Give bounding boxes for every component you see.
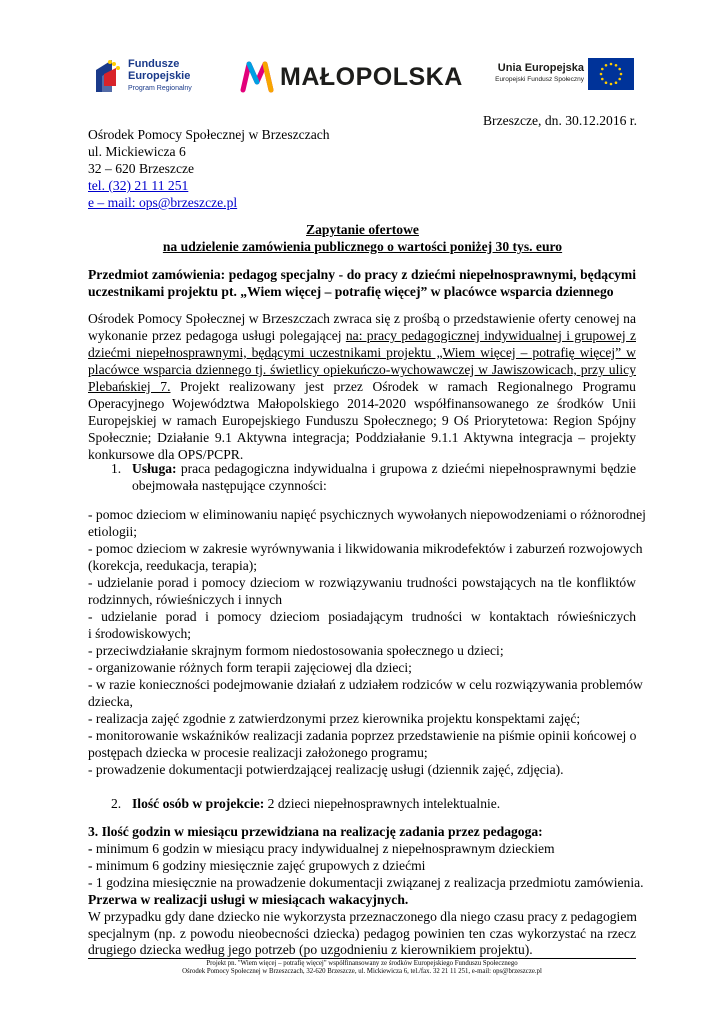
task-9-line1: - monitorowanie wskaźników realizacji zadania poprzez przedstawienie na piśmie opinii końcowej o [88,728,637,743]
intro-line7: Europejskiej w ramach Europejskiego Funduszu Społecznego; 9 Oś Priorytetowa: Region Spójny [88,413,636,428]
fundusze-europejskie-emblem-icon [92,56,122,96]
intro-line5 [88,378,636,395]
fe-line2: Europejskie [128,70,191,82]
unia-europejska-logo [474,58,634,98]
subject-line1: Przedmiot zamówienia: pedagog specjalny - do pracy z dziećmi niepełnosprawnymi, będącymi [88,267,636,282]
intro-line2-underlined: na: pracy pedagogicznej indywidualnej i grupowej z [345,328,636,343]
task-2-line1: - pomoc dzieciom w zakresie wyrównywania i likwidowania mikrodefektów i zaburzeń rozwojowych [88,541,643,556]
section1-line2: obejmowała następujące czynności: [132,478,327,493]
task-1-line1: - pomoc dzieciom w eliminowaniu napięć psychicznych wywołanych niepowodzeniami o różnorodnej [88,507,646,522]
task-2-line2: (korekcja, reedukacja, terapia); [88,558,258,573]
ue-text [474,62,584,83]
title-line2: na udzielenie zamówienia publicznego o wartości poniżej 30 tys. euro [162,239,563,254]
footer-line2: Ośrodek Pomocy Społecznej w Brzeszczach, 32-620 Brzeszcze, ul. Mickiewicza 6, tel./fax. 32 21 11 251, e-mail: ops@brzeszcze.pl [182,968,542,975]
footer-divider [88,958,636,959]
intro-line5-underlined: Plebańskiej 7. [88,379,171,394]
section3-item1-text: minimum 6 godzin w miesiącu pracy indywidualnej z niepełnosprawnym dzieckiem [92,841,555,856]
fundusze-europejskie-logo [92,56,222,98]
task-1-line2: etiologii; [88,524,138,539]
section3-heading: 3. Ilość godzin w miesiącu przewidziana na realizację zadania przez pedagoga: [88,824,543,839]
task-6: - organizowanie różnych form terapii zajęciowej dla dzieci; [88,660,412,675]
section2-text: 2 dzieci niepełnosprawnych intelektualnie. [264,796,501,811]
task-3-line1: - udzielanie porad i pomocy dzieciom w rozwiązywaniu trudności powstających na tle konfliktów [88,575,636,590]
task-4-line1: - udzielanie porad i pomocy dzieciom posiadającym trudności w kontaktach rówieśniczych [88,609,636,624]
section1-number: 1. [111,461,122,476]
intro-line4: placówce wsparcia dziennego tj. świetlicy opiekuńczo-wychowawczej w Jawiszowicach, przy ulicy [88,362,636,377]
task-8: - realizacja zajęć zgodnie z zatwierdzonymi przez kierownika projektu konspektami zajęć; [88,711,581,726]
section3-item1 [88,840,555,857]
break-paragraph-line1: W przypadku gdy dane dziecko nie wykorzysta przeznaczonego dla niego czasu pracy z pedagogiem [88,909,637,924]
task-5: - przeciwdziałanie skrajnym formom niedostosowania społecznego u dzieci; [88,643,504,658]
task-3-line2: rodzinnych, rówieśniczych i innych [88,592,283,607]
document-date: Brzeszcze, dn. 30.12.2016 r. [482,113,637,128]
ue-line2: Europejski Fundusz Społeczny [495,76,584,83]
intro-line2 [88,327,636,344]
intro-line6: Operacyjnego Województwa Małopolskiego 2014-2020 współfinansowanego ze środków Unii [88,396,636,411]
fe-line1: Fundusze [128,58,180,70]
intro-line8: Społecznie; Działanie 9.1 Aktywna integracja; Poddziałanie 9.1.1 Aktywna integracja – projekty [88,430,636,445]
footer-line1: Projekt pn. "Wiem więcej – potrafię więcej" współfinansowany ze środków Europejskiego Funduszu Społecznego [206,960,518,967]
phone-link[interactable]: tel. (32) 21 11 251 [88,178,189,193]
malopolska-logo [240,60,463,96]
sender-name: Ośrodek Pomocy Społecznej w Brzeszczach [88,127,330,142]
email-link[interactable]: e – mail: ops@brzeszcze.pl [88,195,238,210]
task-7-line2: dziecka, [88,694,133,709]
sender-street: ul. Mickiewicza 6 [88,144,186,159]
intro-line5-text: Projekt realizowany jest przez Ośrodek w ramach Regionalnego Programu [170,379,636,394]
break-paragraph-line2: specjalnym (np. z powodu nieobecności dziecka) pedagog powinien ten czas wykorzystać na rzecz [88,926,636,941]
ue-line1: Unia Europejska [497,62,584,74]
section1-line1 [132,460,636,477]
section2-label: Ilość osób w projekcie: [132,796,265,811]
task-10: - prowadzenie dokumentacji potwierdzającej realizację usługi (dziennik zajęć, zdjęcia). [88,762,564,777]
subject-line2: uczestnikami projektu pt. „Wiem więcej – potrafię więcej” w placówce wsparcia dziennego [88,284,614,299]
logo-bar [92,52,637,100]
title-line1: Zapytanie ofertowe [306,222,419,237]
malopolska-m-icon [240,60,274,94]
task-7-line1: - w razie konieczności podejmowanie działań z udziałem rodziców w celu rozwiązywania problemów [88,677,643,692]
sender-city: 32 – 620 Brzeszcze [88,161,195,176]
section3-item3: - 1 godzina miesięcznie na prowadzenie dokumentacji związanej z realizacja przedmiotu zamówienia. [88,875,644,890]
break-heading: Przerwa w realizacji usługi w miesiącach wakacyjnych. [88,892,409,907]
section1-text: praca pedagogiczna indywidualna i grupowa z dziećmi niepełnosprawnymi będzie [176,461,636,476]
section2-number: 2. [111,796,122,811]
malopolska-text: MAŁOPOLSKA [280,63,463,91]
fundusze-europejskie-text [128,58,192,95]
intro-line1: Ośrodek Pomocy Społecznej w Brzeszczach zwraca się z prośbą o przedstawienie oferty cenowej na [88,311,636,326]
section3-item1-dash: - [88,841,93,856]
intro-line2-text: wykonanie przez pedagoga usługi polegającej [88,328,346,343]
section3-item2: - minimum 6 godziny miesięcznie zajęć grupowych z dziećmi [88,858,426,873]
intro-line3: dziećmi niepełnosprawnymi, będącymi uczestnikami projektu „Wiem więcej – potrafię więcej” w [88,345,636,360]
section2-line [132,795,500,812]
task-4-line2: i środowiskowych; [88,626,192,641]
break-paragraph-line3: drugiego dziecka według jego potrzeb (po uzgodnieniu z kierownikiem projektu). [88,942,533,957]
eu-flag-icon [588,58,634,90]
intro-line9: konkursowe dla OPS/PCPR. [88,447,244,462]
fe-line3: Program Regionalny [128,85,192,92]
section1-label: Usługa: [132,461,177,476]
task-9-line2: postępach dziecka w procesie realizacji założonego programu; [88,745,428,760]
